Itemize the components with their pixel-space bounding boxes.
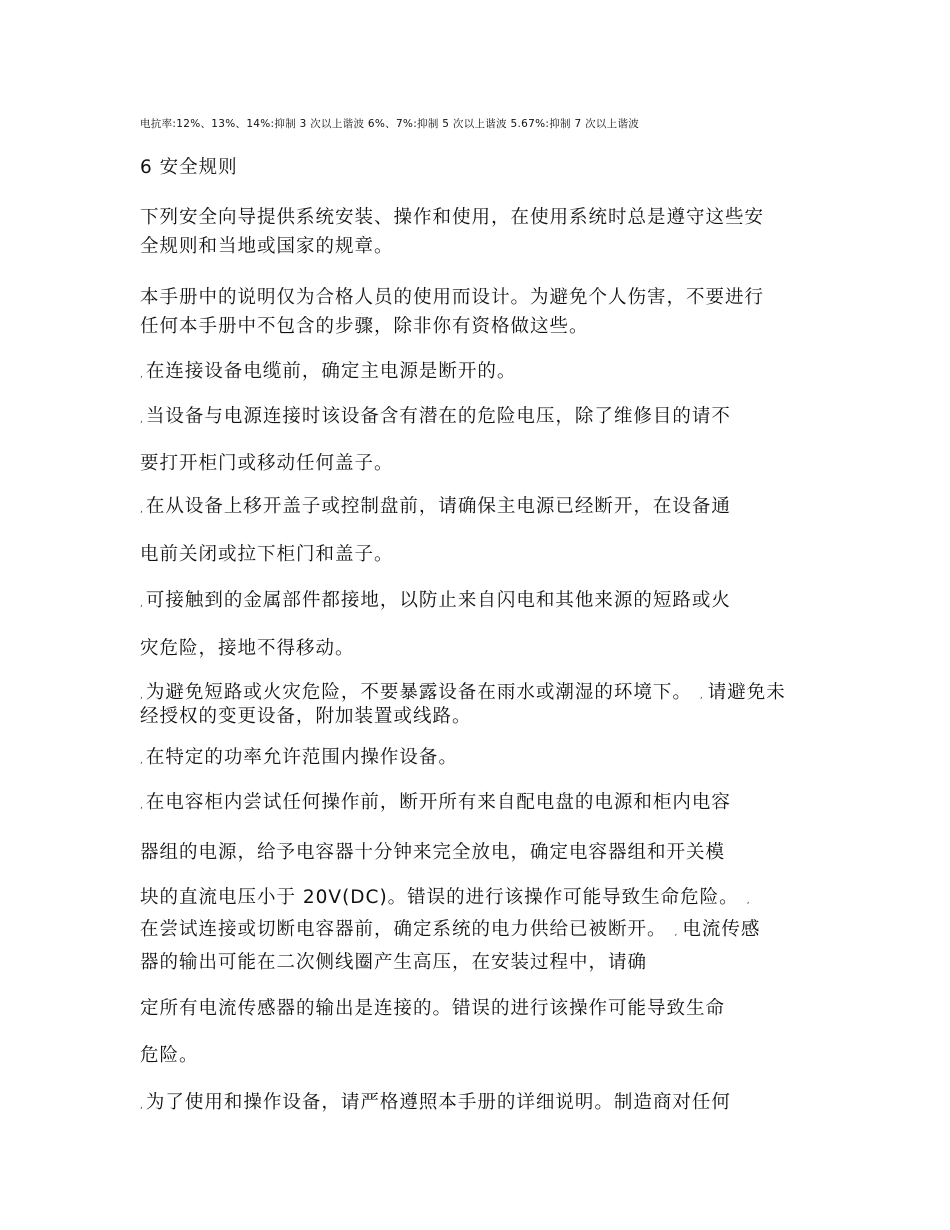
bullet-mark: , — [140, 756, 144, 766]
rule-1 — [140, 360, 516, 387]
bullet-mark: , — [140, 1101, 144, 1111]
rule-text: 块的直流电压小于 20V(DC)。错误的进行该操作可能导致生命危险。 — [140, 887, 739, 908]
rule-text: 在连接设备电缆前，确定主电源是断开的。 — [145, 361, 517, 382]
bullet-mark: , — [140, 599, 144, 609]
rule-text: 为了使用和操作设备，请严格遵照本手册的详细说明。制造商对任何 — [145, 1092, 731, 1113]
rule-3-cont: 电前关闭或拉下柜门和盖子。 — [140, 544, 394, 565]
bullet-mark: , — [140, 801, 144, 811]
rule-text: 可接触到的金属部件都接地，以防止来自闪电和其他来源的短路或火 — [145, 590, 731, 611]
bullet-mark: , — [699, 691, 704, 701]
rule-6 — [140, 746, 458, 773]
bullet-mark: , — [140, 415, 144, 425]
rule-7 — [140, 791, 731, 818]
rule-3 — [140, 495, 731, 522]
section-title: 6 安全规则 — [140, 157, 238, 178]
bullet-mark: , — [140, 370, 144, 380]
intro-line-1: 下列安全向导提供系统安装、操作和使用，在使用系统时总是遵守这些安 — [140, 207, 765, 228]
rule-text: 电流传感 — [682, 919, 761, 940]
rule-text: 为避免短路或火灾危险，不要暴露设备在雨水或潮湿的环境下。 — [145, 682, 692, 703]
rule-text: 当设备与电源连接时该设备含有潜在的危险电压，除了维修目的请不 — [145, 406, 731, 427]
notice-line-1: 本手册中的说明仅为合格人员的使用而设计。为避免个人伤害，不要进行 — [140, 287, 765, 308]
rule-7-cont-1: 器组的电源，给予电容器十分钟来完全放电，确定电容器组和开关模 — [140, 842, 726, 863]
rule-2-cont: 要打开柜门或移动任何盖子。 — [140, 453, 394, 474]
rule-text: 在尝试连接或切断电容器前，确定系统的电力供给已被断开。 — [140, 919, 667, 940]
rule-7-cont-2 — [140, 886, 755, 913]
rule-text: 在从设备上移开盖子或控制盘前，请确保主电源已经断开，在设备通 — [145, 496, 731, 517]
reactance-note: 电抗率:12%、13%、14%:抑制 3 次以上谐波 6%、7%:抑制 5 次以上谐波 5.67%:抑制 7 次以上谐波 — [140, 118, 640, 130]
rule-2 — [140, 405, 731, 432]
bullet-mark: , — [140, 505, 144, 515]
rule-4 — [140, 589, 731, 616]
rule-8-cont-2: 定所有电流传感器的输出是连接的。错误的进行该操作可能导致生命 — [140, 998, 726, 1019]
rule-8 — [140, 918, 760, 945]
notice-line-2: 任何本手册中不包含的步骤，除非你有资格做这些。 — [140, 316, 589, 337]
rule-text: 请避免未 — [707, 682, 786, 703]
rule-8-cont-3: 危险。 — [140, 1045, 199, 1066]
rule-4-cont: 灾危险，接地不得移动。 — [140, 638, 355, 659]
rule-5 — [140, 681, 786, 708]
rule-5-cont: 经授权的变更设备，附加装置或线路。 — [140, 706, 472, 727]
rule-text: 在特定的功率允许范围内操作设备。 — [145, 747, 458, 768]
bullet-mark: , — [674, 928, 679, 938]
bullet-mark: , — [140, 691, 144, 701]
bullet-mark: , — [746, 896, 751, 906]
rule-8-cont-1: 器的输出可能在二次侧线圈产生高压，在安装过程中，请确 — [140, 952, 648, 973]
rule-text: 在电容柜内尝试任何操作前，断开所有来自配电盘的电源和柜内电容 — [145, 792, 731, 813]
rule-9 — [140, 1091, 731, 1118]
intro-line-2: 全规则和当地或国家的规章。 — [140, 236, 394, 257]
